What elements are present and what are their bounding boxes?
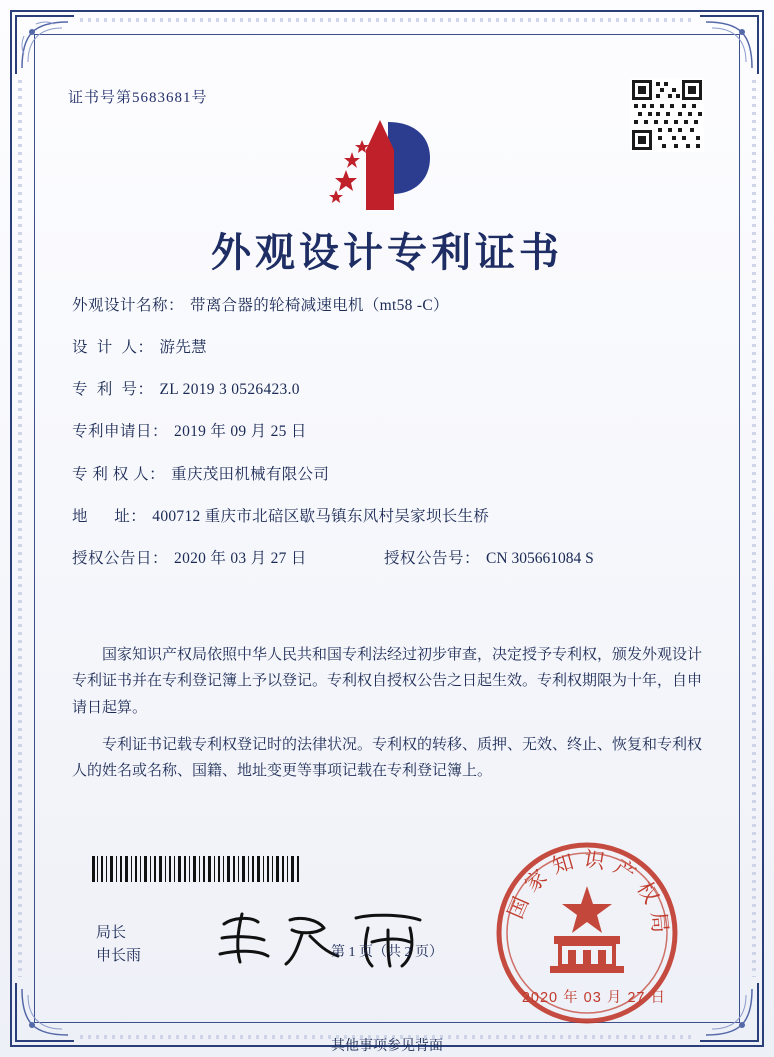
legal-paragraph-2: 专利证书记载专利权登记时的法律状况。专利权的转移、质押、无效、终止、恢复和专利权人的姓名或名称、国籍、地址变更等事项记载在专利登记簿上。 [72,737,703,780]
field-designer [72,338,702,358]
field-value-grant-no: CN 305661084 S [486,549,594,567]
field-label: 设 计 人： [72,339,154,357]
field-label: 外观设计名称： [72,297,185,314]
field-application-date [72,422,702,442]
left-edge-ornament [18,80,22,977]
seal-date: 2020 年 03 月 27 日 [521,990,666,1006]
field-patentee [72,465,702,485]
qr-code-icon [630,78,704,152]
field-label-grant-date: 授权公告日： [72,549,169,567]
field-label: 专利申请日： [72,423,169,441]
fields-list [72,296,702,591]
director-role-label: 局长 [96,925,127,941]
handwritten-signature-icon [206,904,456,974]
field-value: 重庆茂田机械有限公司 [171,465,330,483]
svg-text:国家知识产权局: 国家知识产权局 [503,846,673,942]
director-name-label: 申长雨 [96,947,142,964]
field-value: 带离合器的轮椅减速电机（mt58 -C） [190,297,449,314]
field-value: 游先慧 [159,339,207,357]
field-value: 2019 年 09 月 25 日 [174,423,307,441]
page-number: 第 1 页（共 2 页） [331,945,443,960]
field-value: 400712 重庆市北碚区歇马镇东风村吴家坝长生桥 [152,507,490,525]
barcode-icon [92,856,302,882]
page-title: 外观设计专利证书 [211,229,563,276]
footer-note: 其他事项参见背面 [331,1039,443,1054]
field-label-grant-no: 授权公告号： [384,549,481,567]
field-label: 地 址： [72,507,147,525]
field-label: 专 利 权 人： [72,465,166,483]
right-edge-ornament [752,80,756,977]
certificate-content [56,56,718,1006]
certificate-number: 证书号第5683681号 [68,90,208,106]
cnipa-emblem-icon [322,114,452,222]
field-patent-number [72,380,702,400]
field-grant-announcement [72,549,702,569]
field-value: ZL 2019 3 0526423.0 [159,381,300,399]
field-design-name [72,296,702,316]
top-edge-ornament [80,18,694,22]
field-label: 专 利 号： [72,381,154,399]
legal-paragraph-1: 国家知识产权局依照中华人民共和国专利法经过初步审查，决定授予专利权，颁发外观设计专利证书并在专利登记簿上予以登记。专利权自授权公告之日起生效。专利权期限为十年，自申请日起算。 [72,647,703,716]
field-value-grant-date: 2020 年 03 月 27 日 [174,549,307,567]
field-address [72,507,702,527]
